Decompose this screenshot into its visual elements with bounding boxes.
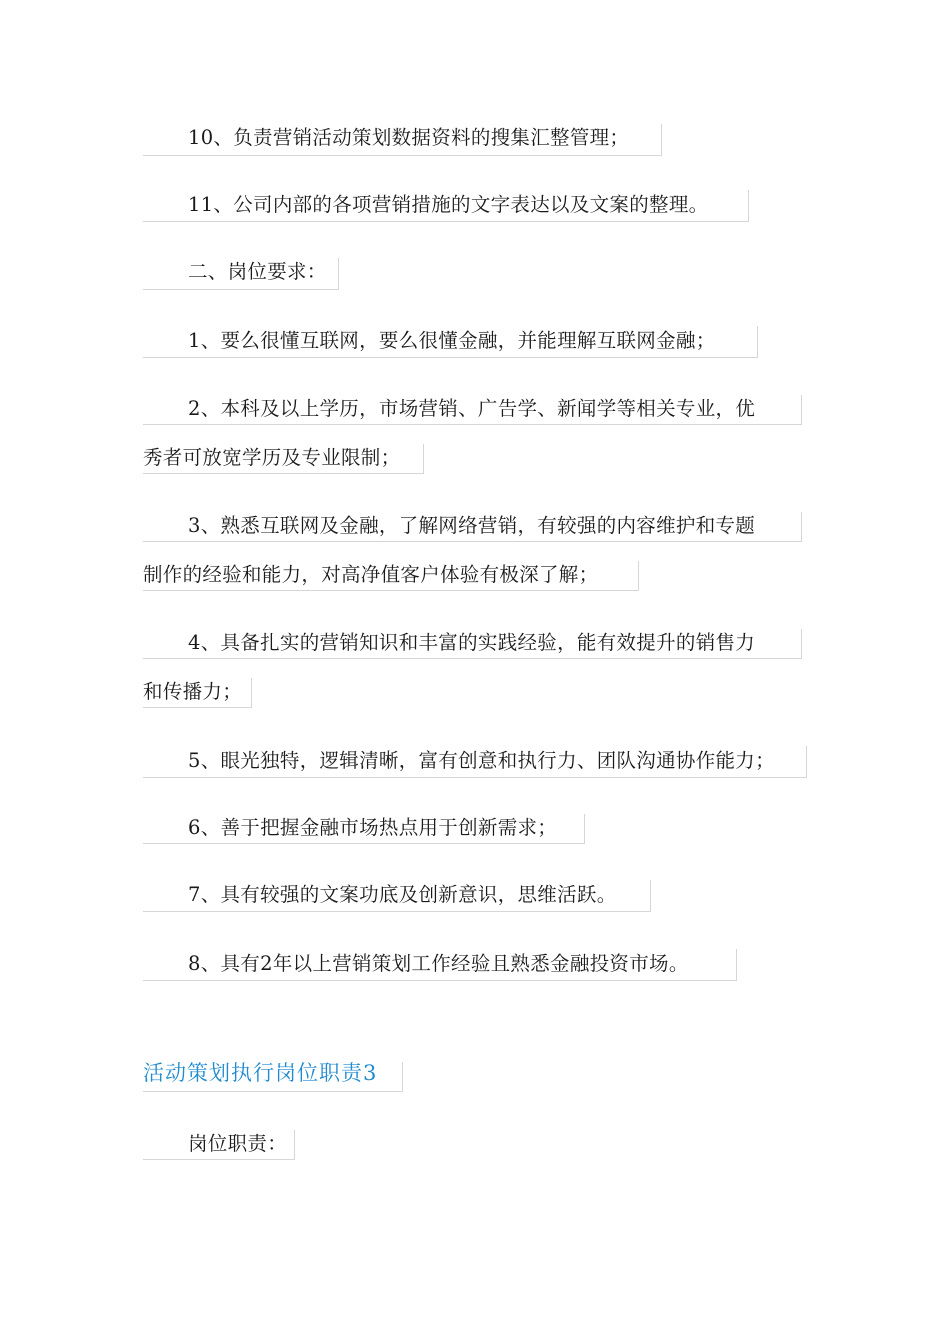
paragraph-line: 1、要么很懂互联网，要么很懂金融，并能理解互联网金融； (188, 329, 716, 352)
paragraph-line: 10、负责营销活动策划数据资料的搜集汇整管理； (188, 126, 630, 149)
section-subheading: 岗位职责： (188, 1132, 288, 1155)
section-heading: 活动策划执行岗位职责3 (143, 1061, 378, 1085)
paragraph-line: 制作的经验和能力，对高净值客户体验有极深了解； (143, 563, 599, 586)
paragraph-line: 5、眼光独特，逻辑清晰，富有创意和执行力、团队沟通协作能力； (188, 749, 775, 772)
paragraph-line: 2、本科及以上学历，市场营销、广告学、新闻学等相关专业，优 (188, 397, 756, 420)
paragraph-line: 8、具有2年以上营销策划工作经验且熟悉金融投资市场。 (188, 952, 689, 975)
paragraph-line: 秀者可放宽学历及专业限制； (143, 446, 401, 469)
paragraph-line: 4、具备扎实的营销知识和丰富的实践经验，能有效提升的销售力 (188, 631, 756, 654)
paragraph-line: 二、岗位要求： (188, 260, 327, 283)
paragraph-line: 和传播力； (143, 680, 243, 703)
paragraph-line: 6、善于把握金融市场热点用于创新需求； (188, 816, 558, 839)
paragraph-line: 11、公司内部的各项营销措施的文字表达以及文案的整理。 (188, 193, 709, 216)
paragraph-line: 3、熟悉互联网及金融，了解网络营销，有较强的内容维护和专题 (188, 514, 756, 537)
paragraph-line: 7、具有较强的文案功底及创新意识，思维活跃。 (188, 883, 617, 906)
